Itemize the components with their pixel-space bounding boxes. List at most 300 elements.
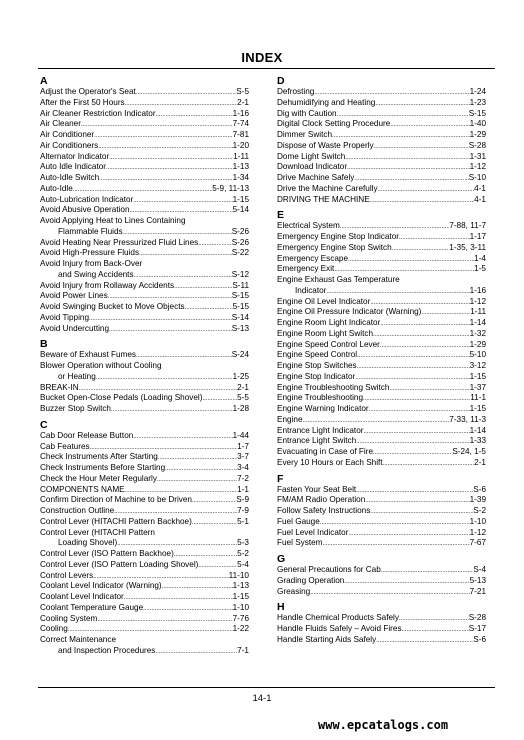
entry-page-ref: 5-1 — [237, 516, 249, 526]
index-entry — [277, 318, 486, 329]
entry-text: Coolant Temperature Gauge — [40, 602, 144, 612]
entry-page-ref: 1-7 — [237, 441, 249, 451]
top-rule — [38, 68, 495, 69]
entry-text: Dig with Caution — [277, 108, 337, 118]
entry-page-ref: S-17 — [468, 624, 486, 633]
entry-text: Control Levers — [40, 570, 94, 580]
entry-text: Beware of Exhaust Fumes — [40, 350, 137, 360]
entry-text: Avoid Power Lines — [40, 291, 108, 301]
section-letter: A — [40, 75, 48, 87]
index-entry — [277, 152, 486, 163]
index-entry — [277, 415, 486, 426]
index-entry — [40, 109, 249, 120]
index-entry — [277, 109, 486, 120]
entry-page-ref: 5-4 — [237, 559, 249, 569]
entry-text: Engine Speed Control — [277, 350, 358, 360]
index-entry — [40, 571, 249, 582]
entry-text: Engine Stop Indicator — [277, 371, 356, 381]
entry-page-ref: 1-35, 3-11 — [449, 242, 486, 252]
entry-text: Control Lever (ISO Pattern Backhoe) — [40, 549, 174, 558]
entry-page-ref: S-12 — [231, 269, 249, 279]
entry-page-ref: 7-76 — [232, 613, 249, 623]
entry-text: Fuel Level Indicator — [277, 527, 349, 537]
index-entry — [277, 565, 486, 576]
index-entry — [277, 506, 486, 517]
index-entry — [40, 324, 249, 335]
index-entry — [277, 329, 486, 340]
entry-page-ref: 7-88, 11-7 — [449, 221, 486, 231]
entry-page-ref: 5-13 — [469, 575, 486, 585]
index-entry — [277, 624, 486, 635]
entry-text: Buzzer Stop Switch — [40, 404, 111, 413]
index-entry — [277, 635, 486, 646]
entry-page-ref: 1-14 — [469, 425, 486, 435]
entry-text: Dispose of Waste Properly — [277, 140, 374, 150]
entry-page-ref: 4-1 — [474, 183, 486, 193]
index-entry — [40, 581, 249, 592]
entry-page-ref: S-24, 1-5 — [452, 447, 486, 456]
entry-page-ref: 1-15 — [232, 194, 249, 204]
entry-text: Dehumidifying and Heating — [277, 97, 376, 107]
page-title: INDEX — [241, 50, 283, 65]
section-letter: E — [277, 209, 285, 222]
index-entry — [40, 528, 249, 550]
page-number: 14-1 — [252, 693, 272, 704]
entry-page-ref: 1-25 — [232, 371, 249, 381]
index-entry — [40, 506, 249, 517]
entry-page-ref: 1-10 — [469, 516, 486, 526]
entry-page-ref: 1-28 — [232, 404, 249, 413]
entry-text: Construction Outline — [40, 506, 115, 515]
entry-page-ref: 1-11 — [470, 307, 486, 317]
entry-page-ref: S-9 — [236, 495, 249, 505]
entry-page-ref: S-28 — [468, 140, 486, 150]
entry-page-ref: 1-15 — [469, 371, 486, 381]
entry-page-ref: 2-1 — [237, 97, 249, 107]
entry-text: Entrance Light Switch — [277, 436, 357, 446]
entry-page-ref: 1-37 — [469, 382, 486, 392]
entry-text: Follow Safety Instructions — [277, 506, 371, 515]
entry-page-ref: S-15 — [231, 291, 249, 301]
entry-text: Emergency Engine Stop Switch — [277, 242, 392, 252]
entry-page-ref: S-6 — [473, 484, 486, 494]
entry-text: Auto-Lubrication Indicator — [40, 194, 134, 204]
dot-leader — [155, 646, 237, 658]
section-letter: C — [40, 418, 48, 431]
index-entry — [40, 383, 249, 394]
index-entry — [40, 98, 249, 109]
entry-text: Dimmer Switch — [277, 130, 333, 139]
entry-page-ref: 3-12 — [469, 361, 486, 370]
index-entry — [277, 458, 486, 469]
entry-text: Avoid Abusive Operation — [40, 205, 130, 215]
entry-text: Auto-Idle Switch — [40, 173, 100, 182]
section-letter: G — [277, 553, 286, 565]
index-entry — [40, 431, 249, 442]
index-entry — [40, 474, 249, 485]
index-entry — [40, 404, 249, 415]
entry-page-ref: 1-23 — [469, 97, 486, 107]
dot-leader — [109, 324, 232, 336]
entry-text: Emergency Engine Stop Indicator — [277, 232, 399, 241]
entry-page-ref: S-13 — [231, 323, 249, 333]
entry-page-ref: 5-5 — [237, 393, 249, 403]
entry-text: Confirm Direction of Machine to be Driven — [40, 495, 192, 505]
entry-page-ref: 1-20 — [232, 140, 249, 150]
entry-text: Blower Operation without Cooling — [40, 361, 162, 370]
index-entry — [277, 87, 486, 98]
dot-leader — [383, 458, 475, 470]
index-entry — [277, 297, 486, 308]
entry-text: Greasing — [277, 586, 311, 596]
entry-page-ref: 2-1 — [474, 457, 486, 467]
entry-text: Emergency Escape — [277, 253, 348, 263]
entry-text: Every 10 Hours or Each Shift — [277, 457, 383, 467]
index-entry — [277, 485, 486, 496]
entry-text: Auto Idle Indicator — [40, 162, 106, 172]
entry-page-ref: 1-13 — [232, 162, 249, 172]
entry-page-ref: 1-11 — [233, 151, 249, 161]
entry-text: Avoid Applying Heat to Lines Containing — [40, 216, 186, 225]
entry-text: Control Lever (ISO Pattern Loading Shovel) — [40, 559, 199, 569]
entry-page-ref: 1-5 — [474, 264, 486, 274]
entry-text: Auto-Idle — [40, 183, 73, 193]
entry-page-ref: S-14 — [231, 312, 249, 322]
entry-text: Cab Door Release Button — [40, 430, 134, 440]
entry-text: Drive Machine Safely — [277, 173, 355, 182]
index-entry — [277, 141, 486, 152]
entry-text: Air Conditioners — [40, 140, 99, 150]
index-entry — [40, 119, 249, 130]
dot-leader — [376, 635, 473, 647]
entry-text: After the First 50 Hours — [40, 97, 125, 107]
entry-text: Avoid Undercutting — [40, 323, 110, 333]
entry-page-ref: 7-33, 11-3 — [449, 414, 486, 424]
entry-text: Cooling System — [40, 613, 98, 623]
entry-text: Fuel System — [277, 538, 323, 548]
index-entry — [40, 184, 249, 195]
entry-page-ref: 1-12 — [469, 527, 486, 537]
entry-page-ref: 5-15 — [232, 302, 249, 311]
entry-text: Loading Shovel) — [58, 538, 118, 548]
dot-leader — [111, 404, 233, 416]
entry-text: Grading Operation — [277, 575, 345, 585]
entry-page-ref: 5-3 — [237, 538, 249, 548]
entry-page-ref: 3-4 — [237, 463, 249, 472]
entry-page-ref: S-4 — [473, 565, 486, 574]
index-entry — [40, 361, 249, 383]
entry-page-ref: S-26 — [231, 237, 249, 247]
index-entry — [277, 393, 486, 404]
index-entry — [277, 184, 486, 195]
index-entry — [40, 592, 249, 603]
entry-text: Drive the Machine Carefully — [277, 183, 378, 193]
watermark-url: www.epcatalogs.com — [318, 718, 449, 732]
index-entry — [277, 587, 486, 598]
index-entry — [40, 560, 249, 571]
index-entry — [277, 538, 486, 549]
index-entry — [40, 259, 249, 281]
entry-text: and Swing Accidents — [58, 269, 134, 279]
entry-page-ref: 7-21 — [469, 586, 486, 596]
entry-page-ref: 4-1 — [474, 194, 486, 204]
entry-page-ref: 2-1 — [237, 382, 249, 392]
entry-text: Engine Warning Indicator — [277, 404, 369, 413]
entry-text: Engine Troubleshooting — [277, 393, 364, 403]
entry-text: Check Instruments Before Starting — [40, 463, 166, 472]
entry-text: Avoid Injury from Rollaway Accidents — [40, 280, 175, 290]
entry-text: FM/AM Radio Operation — [277, 495, 366, 505]
entry-text: Fuel Gauge — [277, 516, 320, 526]
entry-page-ref: S-22 — [231, 248, 249, 258]
entry-page-ref: S-15 — [468, 108, 486, 118]
entry-text: Air Cleaner — [40, 119, 81, 129]
entry-page-ref: 1-24 — [469, 87, 486, 96]
index-entry — [40, 302, 249, 313]
index-entry — [40, 173, 249, 184]
index-entry — [40, 152, 249, 163]
index-entry — [40, 614, 249, 625]
entry-page-ref: S-10 — [468, 173, 486, 182]
entry-text: Electrical System — [277, 221, 340, 231]
entry-page-ref: 1-13 — [232, 581, 249, 591]
entry-text: BREAK-IN — [40, 382, 79, 392]
entry-text: Cab Features — [40, 441, 90, 451]
entry-text: Defrosting — [277, 87, 315, 96]
entry-text: COMPONENTS NAME — [40, 484, 125, 494]
entry-page-ref: 11-10 — [228, 570, 249, 580]
entry-page-ref: 5-14 — [232, 205, 249, 215]
dot-leader — [323, 538, 470, 550]
index-entry — [40, 141, 249, 152]
index-entry — [277, 254, 486, 265]
index-entry — [40, 216, 249, 238]
index-entry — [277, 264, 486, 275]
index-entry — [277, 340, 486, 351]
dot-leader — [139, 248, 232, 260]
entry-page-ref: S-24 — [231, 350, 249, 360]
entry-page-ref: S-11 — [232, 280, 249, 290]
index-entry — [277, 436, 486, 447]
entry-text: Engine Room Light Switch — [277, 328, 374, 338]
entry-page-ref: S-2 — [473, 506, 486, 515]
index-entry — [277, 98, 486, 109]
entry-page-ref: 7-74 — [232, 119, 249, 129]
entry-text: Indicator — [295, 285, 327, 295]
entry-text: Engine Speed Control Lever — [277, 339, 380, 349]
index-entry — [40, 624, 249, 635]
entry-page-ref: 7-1 — [237, 645, 249, 655]
entry-text: Adjust the Operator's Seat — [40, 87, 136, 96]
entry-page-ref: 5-10 — [469, 350, 486, 360]
index-entry — [277, 130, 486, 141]
index-entry — [40, 248, 249, 259]
dot-leader — [370, 195, 475, 207]
entry-text: Check the Hour Meter Regularly — [40, 473, 157, 483]
index-entry — [40, 495, 249, 506]
entry-text: Avoid High-Pressure Fluids — [40, 248, 140, 258]
dot-leader — [310, 587, 469, 599]
index-entry — [40, 238, 249, 249]
section-letter: D — [277, 75, 285, 87]
entry-text: Engine Stop Switches — [277, 361, 357, 370]
entry-text: Emergency Exit — [277, 264, 335, 274]
entry-page-ref: 1-39 — [469, 495, 486, 505]
entry-text: Control Lever (HITACHI Pattern Backhoe) — [40, 516, 192, 526]
entry-text: Correct Maintenance — [40, 635, 116, 644]
index-entry — [277, 195, 486, 206]
index-entry — [277, 232, 486, 243]
entry-page-ref: 3-7 — [237, 452, 249, 462]
index-entry — [277, 350, 486, 361]
entry-text: Dome Light Switch — [277, 151, 346, 161]
index-entry — [277, 383, 486, 394]
entry-page-ref: 1-12 — [469, 296, 486, 306]
index-entry — [277, 221, 486, 232]
entry-text: Coolant Level Indicator (Warning) — [40, 581, 162, 591]
index-entry — [40, 291, 249, 302]
entry-page-ref: 1-15 — [469, 404, 486, 413]
entry-page-ref: 1-29 — [469, 130, 486, 139]
entry-page-ref: 1-22 — [232, 624, 249, 634]
entry-page-ref: 1-15 — [232, 592, 249, 601]
entry-text: Avoid Heating Near Pressurized Fluid Lines — [40, 237, 199, 247]
index-entry — [277, 404, 486, 415]
index-entry — [40, 485, 249, 496]
index-entry — [277, 173, 486, 184]
entry-page-ref: 1-14 — [469, 318, 486, 327]
entry-text: or Heating — [58, 371, 96, 381]
entry-page-ref: 1-4 — [474, 253, 486, 263]
entry-page-ref: 1-31 — [469, 151, 486, 161]
index-entry — [277, 613, 486, 624]
index-entry — [277, 495, 486, 506]
entry-text: Engine Exhaust Gas Temperature — [277, 275, 400, 284]
entry-text: Air Conditioner — [40, 130, 95, 139]
index-entry — [277, 576, 486, 587]
entry-text: Engine — [277, 414, 303, 424]
index-entry — [40, 549, 249, 560]
dot-leader — [192, 517, 237, 529]
entry-text: Fasten Your Seat Belt — [277, 484, 357, 494]
index-entry — [40, 517, 249, 528]
index-entry — [277, 275, 486, 297]
entry-text: Engine Oil Pressure Indicator (Warning) — [277, 307, 422, 317]
entry-text: DRIVING THE MACHINE — [277, 194, 370, 204]
index-entry — [40, 205, 249, 216]
entry-page-ref: 1-32 — [469, 328, 486, 338]
index-entry — [277, 447, 486, 458]
index-entry — [277, 361, 486, 372]
entry-text: Handle Chemical Products Safely — [277, 613, 399, 623]
entry-text: and Inspection Procedures — [58, 645, 156, 655]
entry-text: Digital Clock Setting Procedure — [277, 119, 391, 129]
entry-page-ref: 1-44 — [232, 430, 249, 440]
index-entry — [40, 281, 249, 292]
index-entry — [40, 313, 249, 324]
index-entry — [40, 603, 249, 614]
section-letter: H — [277, 601, 285, 614]
entry-page-ref: 7-9 — [237, 506, 249, 515]
entry-page-ref: 1-16 — [232, 108, 249, 118]
entry-text: Avoid Injury from Back-Over — [40, 259, 143, 268]
bottom-rule — [38, 687, 495, 688]
index-entry — [40, 195, 249, 206]
entry-page-ref: 7-67 — [469, 538, 486, 548]
entry-text: Engine Room Light Indicator — [277, 318, 381, 327]
entry-page-ref: 7-2 — [237, 473, 249, 483]
index-entry — [277, 517, 486, 528]
entry-text: Engine Oil Level Indicator — [277, 296, 371, 306]
entry-text: Control Lever (HITACHI Pattern — [40, 527, 155, 537]
entry-text: Entrance Light Indicator — [277, 425, 364, 435]
entry-page-ref: S-26 — [231, 226, 249, 236]
index-entry — [40, 463, 249, 474]
index-column-right — [277, 76, 486, 646]
index-entry — [277, 119, 486, 130]
entry-page-ref: S-5 — [236, 87, 249, 96]
entry-page-ref: 1-1 — [237, 484, 249, 494]
entry-text: Engine Troubleshooting Switch — [277, 382, 390, 392]
index-entry — [40, 442, 249, 453]
index-entry — [277, 426, 486, 437]
entry-page-ref: 1-33 — [469, 436, 486, 446]
entry-page-ref: S-6 — [473, 634, 486, 644]
entry-text: Download Indicator — [277, 162, 348, 172]
index-entry — [277, 162, 486, 173]
entry-text: Cooling — [40, 624, 68, 634]
entry-page-ref: 1-40 — [469, 119, 486, 129]
entry-page-ref: S-28 — [468, 613, 486, 623]
section-letter: B — [40, 338, 48, 351]
entry-text: Check Instruments After Starting — [40, 452, 158, 462]
entry-text: Evacuating in Case of Fire — [277, 447, 374, 456]
entry-text: Handle Fluids Safely – Avoid Fires — [277, 624, 402, 633]
entry-page-ref: 1-17 — [469, 232, 486, 241]
entry-text: Handle Starting Aids Safely — [277, 634, 377, 644]
section-letter: F — [277, 472, 284, 485]
entry-text: Bucket Open-Close Pedals (Loading Shovel) — [40, 393, 203, 403]
index-entry — [40, 130, 249, 141]
index-entry — [40, 452, 249, 463]
index-column-left — [40, 76, 249, 657]
entry-page-ref: 7-81 — [232, 130, 249, 139]
entry-text: Flammable Fluids — [58, 226, 123, 236]
index-entry — [40, 635, 249, 657]
entry-text: Coolant Level Indicator — [40, 592, 124, 601]
entry-page-ref: 1-34 — [232, 173, 249, 182]
entry-text: General Precautions for Cab — [277, 565, 381, 574]
index-entry — [40, 162, 249, 173]
entry-page-ref: 1-29 — [469, 339, 486, 349]
index-entry — [40, 393, 249, 404]
index-entry — [40, 350, 249, 361]
entry-page-ref: 5-9, 11-13 — [212, 183, 249, 193]
entry-text: Alternator Indicator — [40, 151, 110, 161]
entry-text: Air Cleaner Restriction Indicator — [40, 108, 156, 118]
entry-page-ref: 1-10 — [232, 602, 249, 612]
entry-page-ref: 1-12 — [469, 162, 486, 172]
entry-page-ref: 5-2 — [237, 549, 249, 558]
entry-page-ref: 1-16 — [469, 285, 486, 295]
index-entry — [277, 307, 486, 318]
entry-text: Avoid Swinging Bucket to Move Objects — [40, 302, 185, 311]
index-entry — [40, 87, 249, 98]
index-entry — [277, 528, 486, 539]
index-entry — [277, 243, 486, 254]
entry-page-ref: 11-1 — [470, 393, 486, 403]
entry-text: Avoid Tipping — [40, 312, 90, 322]
